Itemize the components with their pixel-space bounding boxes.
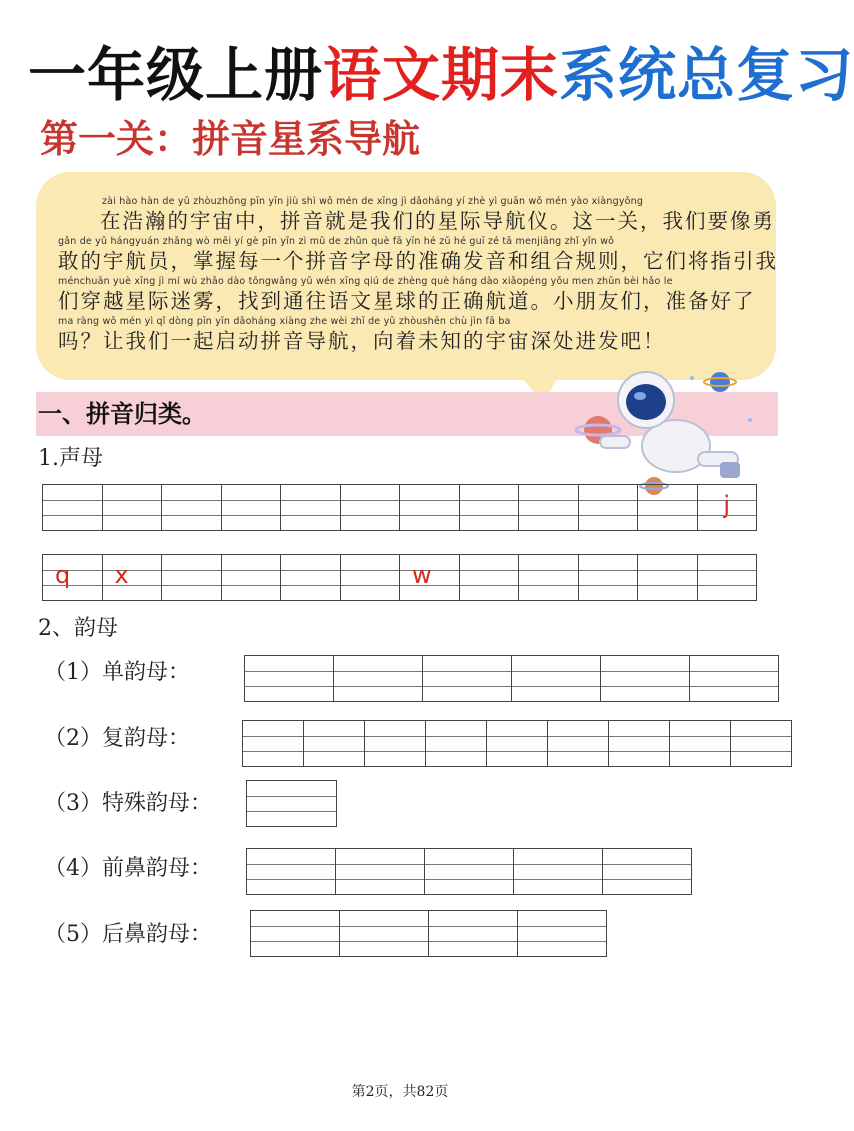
pinyin-writing-cell[interactable] xyxy=(579,485,639,531)
pinyin-writing-cell[interactable] xyxy=(162,485,222,531)
pinyin-writing-cell[interactable] xyxy=(400,555,460,601)
fu-yunmu-grid xyxy=(242,720,792,767)
yunmu-writing-cell[interactable] xyxy=(512,656,601,702)
yunmu-writing-cell[interactable] xyxy=(487,721,548,767)
houbi-yunmu-grid xyxy=(250,910,607,957)
yunmu-writing-cell[interactable] xyxy=(690,656,779,702)
fu-yunmu-label: （2）复韵母： xyxy=(44,726,190,751)
yunmu-writing-cell[interactable] xyxy=(609,721,670,767)
pinyin-writing-cell[interactable] xyxy=(43,555,103,601)
pinyin-writing-cell[interactable] xyxy=(103,555,163,601)
teshu-yunmu-grid xyxy=(246,780,337,827)
pinyin-letter: x xyxy=(114,561,129,589)
shengmu-grid-row2 xyxy=(42,554,757,601)
pinyin-letter: w xyxy=(412,561,432,589)
title-part-review: 系统总复习 xyxy=(559,41,854,109)
yunmu-label: 2、韵母 xyxy=(38,616,118,641)
yunmu-writing-cell[interactable] xyxy=(548,721,609,767)
intro-hanzi: 们穿越星际迷雾，找到通往语文星球的正确航道。小朋友们，准备好了 xyxy=(58,289,756,313)
yunmu-writing-cell[interactable] xyxy=(429,911,518,957)
yunmu-writing-cell[interactable] xyxy=(245,656,334,702)
yunmu-writing-cell[interactable] xyxy=(304,721,365,767)
pinyin-writing-cell[interactable] xyxy=(341,485,401,531)
yunmu-writing-cell[interactable] xyxy=(247,781,337,827)
yunmu-writing-cell[interactable] xyxy=(514,849,603,895)
pinyin-writing-cell[interactable] xyxy=(400,485,460,531)
qianbi-yunmu-label: （4）前鼻韵母： xyxy=(44,856,212,881)
yunmu-writing-cell[interactable] xyxy=(334,656,423,702)
yunmu-writing-cell[interactable] xyxy=(423,656,512,702)
shengmu-grid-row1 xyxy=(42,484,757,531)
intro-pinyin: ma ràng wǒ mén yì qǐ dòng pīn yīn dǎoháng xiàng zhe wèi zhī de yǔ zhòushēn chù jìn fā ba xyxy=(58,316,511,327)
pinyin-writing-cell[interactable] xyxy=(460,485,520,531)
pinyin-writing-cell[interactable] xyxy=(638,485,698,531)
pinyin-writing-cell[interactable] xyxy=(698,485,758,531)
yunmu-writing-cell[interactable] xyxy=(336,849,425,895)
pinyin-writing-cell[interactable] xyxy=(162,555,222,601)
intro-line-1 xyxy=(58,196,775,234)
pinyin-writing-cell[interactable] xyxy=(698,555,758,601)
pinyin-writing-cell[interactable] xyxy=(222,555,282,601)
yunmu-writing-cell[interactable] xyxy=(731,721,792,767)
yunmu-writing-cell[interactable] xyxy=(518,911,607,957)
yunmu-writing-cell[interactable] xyxy=(243,721,304,767)
pinyin-writing-cell[interactable] xyxy=(341,555,401,601)
houbi-yunmu-label: （5）后鼻韵母： xyxy=(44,922,212,947)
page-title xyxy=(28,40,854,110)
level-title: 第一关：拼音星系导航 xyxy=(40,116,421,161)
intro-hanzi: 在浩瀚的宇宙中，拼音就是我们的星际导航仪。这一关，我们要像勇 xyxy=(100,209,775,233)
pinyin-writing-cell[interactable] xyxy=(281,485,341,531)
intro-line-4 xyxy=(58,316,758,354)
yunmu-writing-cell[interactable] xyxy=(603,849,692,895)
yunmu-writing-cell[interactable] xyxy=(601,656,690,702)
pinyin-writing-cell[interactable] xyxy=(638,555,698,601)
intro-pinyin: zài hào hàn de yǔ zhòuzhōng pīn yīn jiù shì wǒ mén de xīng jì dǎoháng yí zhè yì guān wǒ mén yào xiàngyǒng xyxy=(102,196,644,207)
astronaut-icon xyxy=(570,360,770,500)
intro-hanzi: 吗？让我们一起启动拼音导航，向着未知的宇宙深处进发吧！ xyxy=(58,329,666,353)
pinyin-writing-cell[interactable] xyxy=(519,555,579,601)
pinyin-writing-cell[interactable] xyxy=(222,485,282,531)
intro-pinyin: gǎn de yǔ hángyuán zhǎng wò měi yí gè pīn yīn zì mǔ de zhǔn què fā yīn hé zǔ hé guī zé tā menjiāng zhǐ yǐn wǒ xyxy=(58,236,615,247)
yunmu-writing-cell[interactable] xyxy=(340,911,429,957)
pinyin-writing-cell[interactable] xyxy=(579,555,639,601)
pinyin-writing-cell[interactable] xyxy=(519,485,579,531)
pinyin-writing-cell[interactable] xyxy=(281,555,341,601)
dan-yunmu-grid xyxy=(244,655,779,702)
pinyin-writing-cell[interactable] xyxy=(103,485,163,531)
yunmu-writing-cell[interactable] xyxy=(251,911,340,957)
dan-yunmu-label: （1）单韵母： xyxy=(44,660,190,685)
qianbi-yunmu-grid xyxy=(246,848,692,895)
pinyin-letter: q xyxy=(55,561,71,589)
intro-pinyin: ménchuān yuè xīng jì mí wù zhǎo dào tōngwǎng yǔ wén xīng qiú de zhèng què háng dào xiǎopéng yǒu men zhǔn bèi hǎo le xyxy=(58,276,673,287)
intro-hanzi: 敢的宇航员，掌握每一个拼音字母的准确发音和组合规则，它们将指引我 xyxy=(58,249,778,273)
yunmu-writing-cell[interactable] xyxy=(426,721,487,767)
yunmu-writing-cell[interactable] xyxy=(365,721,426,767)
intro-line-2 xyxy=(58,236,778,274)
yunmu-writing-cell[interactable] xyxy=(247,849,336,895)
yunmu-writing-cell[interactable] xyxy=(670,721,731,767)
title-part-subject: 语文期末 xyxy=(323,41,560,109)
pinyin-writing-cell[interactable] xyxy=(460,555,520,601)
teshu-yunmu-label: （3）特殊韵母： xyxy=(44,791,212,816)
shengmu-label: 1.声母 xyxy=(38,446,103,471)
intro-line-3 xyxy=(58,276,758,314)
pinyin-writing-cell[interactable] xyxy=(43,485,103,531)
yunmu-writing-cell[interactable] xyxy=(425,849,514,895)
title-part-grade: 一年级上册 xyxy=(28,41,324,109)
pinyin-letter: j xyxy=(723,491,731,519)
page-footer: 第2页，共82页 xyxy=(351,1084,449,1100)
section-title: 一、拼音归类。 xyxy=(38,399,206,428)
